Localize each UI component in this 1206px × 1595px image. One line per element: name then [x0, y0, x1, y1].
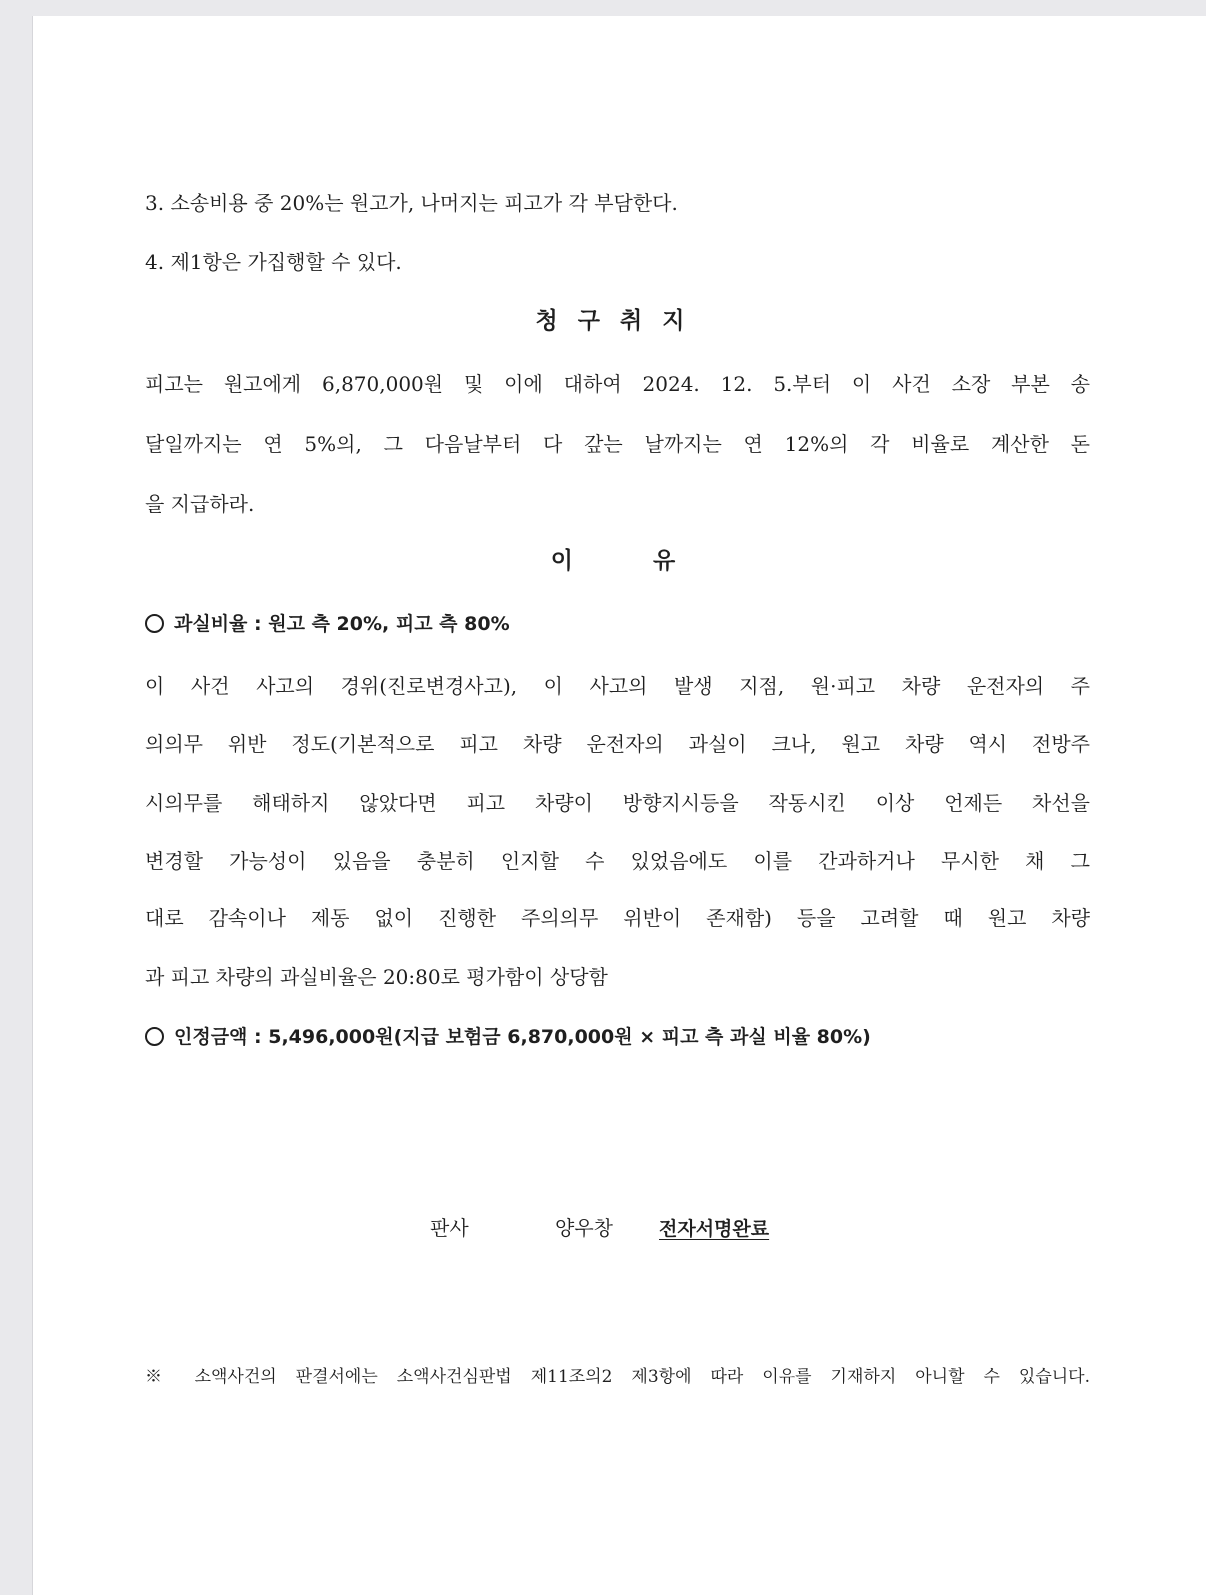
claim-heading: 청 구 취 지 [535, 308, 691, 334]
awarded-amount-line [145, 1023, 871, 1051]
document-page [33, 16, 1206, 1595]
judge-name: 양우창 [555, 1216, 613, 1240]
reason-line: 시의무를 해태하지 않았다면 피고 차량이 방향지시등을 작동시킨 이상 언제든 차선을 [145, 791, 1090, 815]
circle-bullet-icon [145, 614, 164, 633]
fault-ratio-text: 과실비율 : 원고 측 20%, 피고 측 80% [174, 613, 510, 635]
claim-line: 달일까지는 연 5%의, 그 다음날부터 다 갚는 날까지는 연 12%의 각 비율로 계산한 돈 [145, 432, 1090, 456]
reason-line: 대로 감속이나 제동 없이 진행한 주의의무 위반이 존재함) 등을 고려할 때 원고 차량 [145, 906, 1090, 930]
reason-line: 의의무 위반 정도(기본적으로 피고 차량 운전자의 과실이 크나, 원고 차량 역시 전방주 [145, 732, 1090, 756]
reason-heading: 이 유 [550, 548, 676, 574]
reason-line: 이 사건 사고의 경위(진로변경사고), 이 사고의 발생 지점, 원·피고 차량 운전자의 주 [145, 674, 1090, 698]
order-item-4: 4. 제1항은 가집행할 수 있다. [145, 250, 402, 274]
circle-bullet-icon [145, 1027, 164, 1046]
awarded-amount-text: 인정금액 : 5,496,000원(지급 보험금 6,870,000원 × 피고 측 과실 비율 80%) [174, 1026, 871, 1048]
claim-line: 피고는 원고에게 6,870,000원 및 이에 대하여 2024. 12. 5.부터 이 사건 소장 부본 송 [145, 372, 1090, 396]
order-item-3: 3. 소송비용 중 20%는 원고가, 나머지는 피고가 각 부담한다. [145, 191, 678, 215]
e-signature-status: 전자서명완료 [659, 1218, 770, 1240]
reason-line: 변경할 가능성이 있음을 충분히 인지할 수 있었음에도 이를 간과하거나 무시한 채 그 [145, 849, 1090, 873]
signature-row [430, 1214, 769, 1243]
reason-line: 과 피고 차량의 과실비율은 20:80로 평가함이 상당함 [145, 965, 608, 989]
claim-line: 을 지급하라. [145, 492, 255, 516]
judge-title: 판사 [430, 1216, 469, 1240]
fault-ratio-line [145, 610, 510, 638]
footnote: ※ 소액사건의 판결서에는 소액사건심판법 제11조의2 제3항에 따라 이유를 기재하지 아니할 수 있습니다. [145, 1367, 1090, 1387]
